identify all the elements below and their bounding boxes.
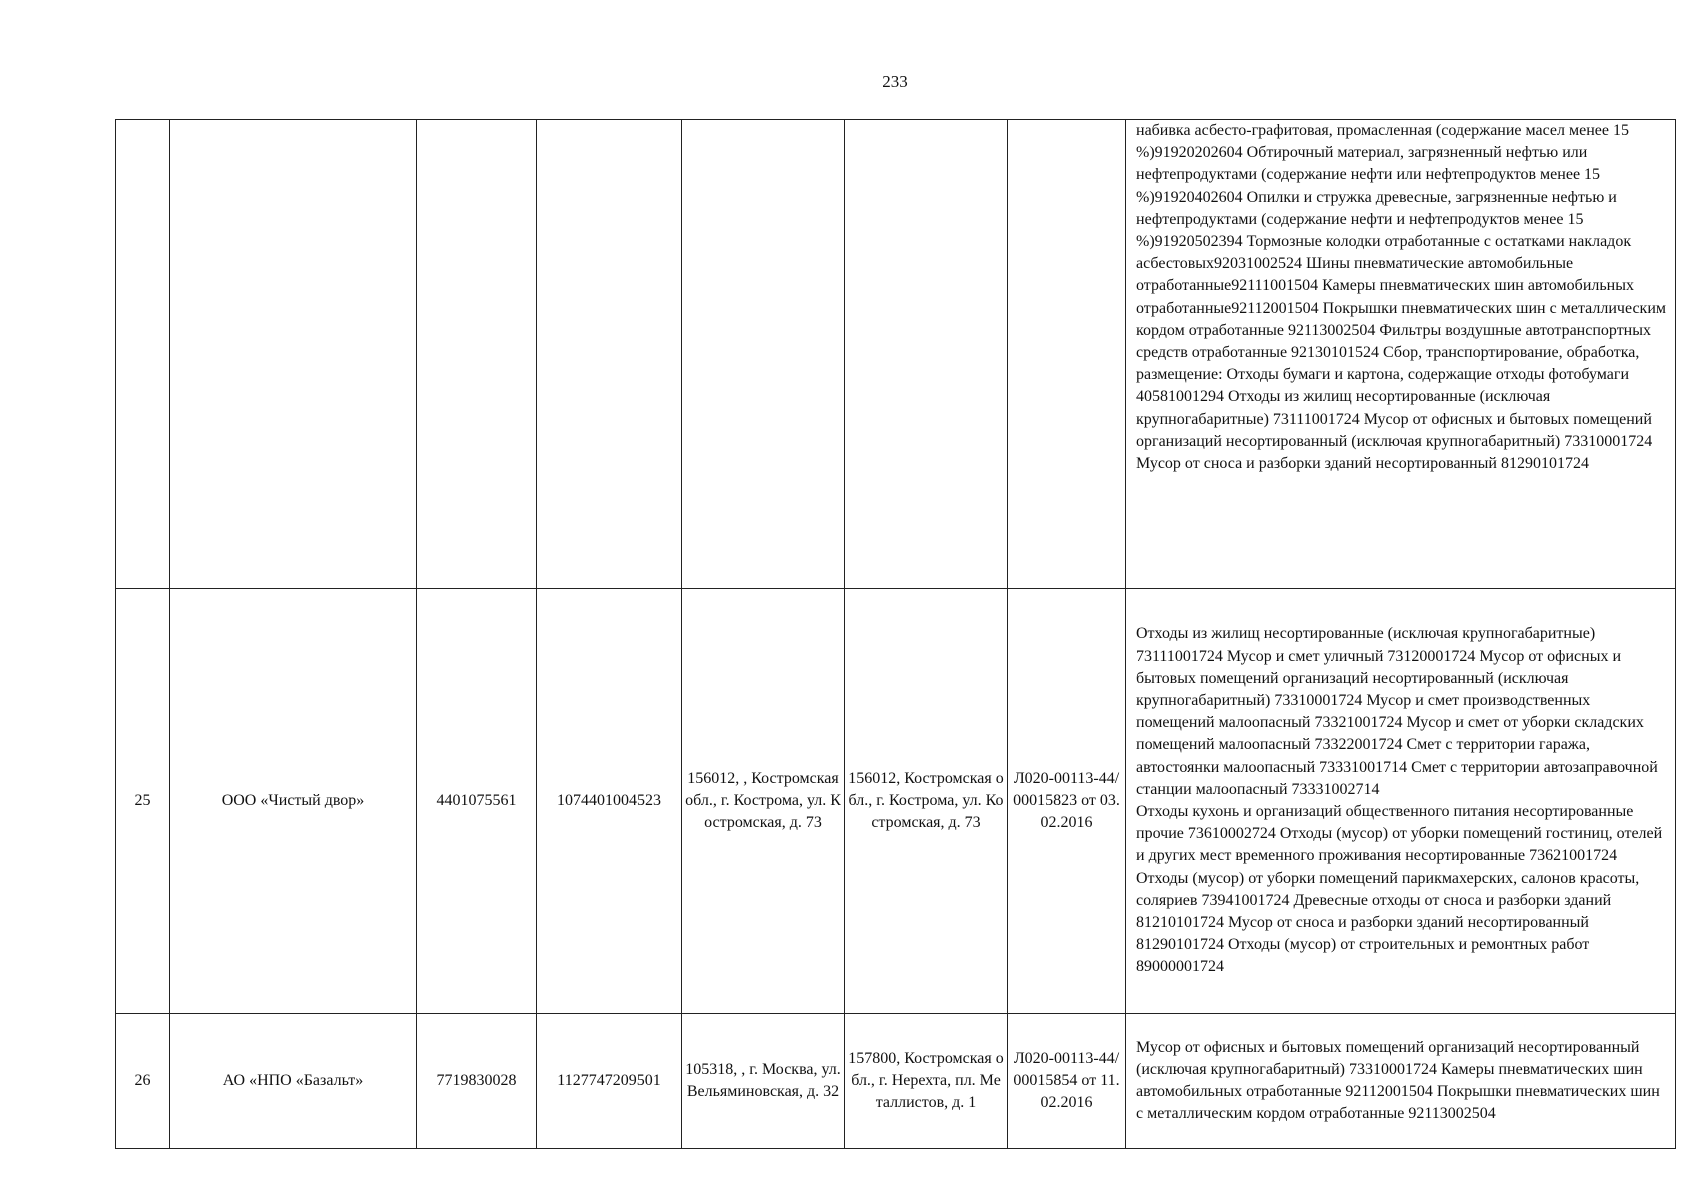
- waste-types-cell: набивка асбесто-графитовая, промасленная (содержание масел менее 15 %)91920202604 Обтирочный материал, загрязненный нефтью или нефтепродуктами (содержание нефти или нефтепродуктов менее 15 %)91920402604 Опилки и стружка древесные, загрязненные нефтью и нефтепродуктами (содержание нефти и нефтепродуктов менее 15 %)91920502394 Тормозные колодки отработанные с остатками накладок асбестовых92031002524 Шины пневматические автомобильные отработанные92111001504 Камеры пневматических шин автомобильных отработанные92112001504 Покрышки пневматических шин с металлическим кордом отработанные 92113002504 Фильтры воздушные автотранспортных средств отработанные 92130101524 Сбор, транспортирование, обработка, размещение: Отходы бумаги и картона, содержащие отходы фотобумаги 40581001294 Отходы из жилищ несортированные (исключая крупногабаритные) 73111001724 Мусор от офисных и бытовых помещений организаций несортированный (исключая крупногабаритный) 73310001724 Мусор от сноса и разборки зданий несортированный 81290101724: [1126, 120, 1676, 589]
- ogrn-cell: 1074401004523: [537, 589, 682, 1014]
- organization-name-cell: АО «НПО «Базальт»: [170, 1014, 417, 1149]
- site-address-cell: 156012, Костромская обл., г. Кострома, ул. Костромская, д. 73: [845, 589, 1008, 1014]
- site-address-cell: [845, 120, 1008, 589]
- site-address-cell: 157800, Костромская обл., г. Нерехта, пл. Металлистов, д. 1: [845, 1014, 1008, 1149]
- inn-cell: [417, 120, 537, 589]
- waste-types-cell: Мусор от офисных и бытовых помещений организаций несортированный (исключая крупногабаритный) 73310001724 Камеры пневматических шин автомобильных отработанные 92112001504 Покрышки пневматических шин с металлическим кордом отработанные 92113002504: [1126, 1014, 1676, 1149]
- ogrn-cell: 1127747209501: [537, 1014, 682, 1149]
- license-cell: Л020-00113-44/00015854 от 11.02.2016: [1008, 1014, 1126, 1149]
- legal-address-cell: [682, 120, 845, 589]
- row-number-cell: 25: [116, 589, 170, 1014]
- license-cell: [1008, 120, 1126, 589]
- row-number-cell: 26: [116, 1014, 170, 1149]
- legal-address-cell: 105318, , г. Москва, ул. Вельяминовская, д. 32: [682, 1014, 845, 1149]
- organization-name-cell: ООО «Чистый двор»: [170, 589, 417, 1014]
- page-number: 233: [882, 72, 908, 91]
- table-row: [116, 1014, 1676, 1149]
- inn-cell: 7719830028: [417, 1014, 537, 1149]
- waste-types-cell: Отходы из жилищ несортированные (исключая крупногабаритные) 73111001724 Мусор и смет уличный 73120001724 Мусор от офисных и бытовых помещений организаций несортированный (исключая крупногабаритный) 73310001724 Мусор и смет производственных помещений малоопасный 73321001724 Мусор и смет от уборки складских помещений малоопасный 73322001724 Смет с территории гаража, автостоянки малоопасный 73331001714 Смет с территории автозаправочной станции малоопасный 73331002714 Отходы кухонь и организаций общественного питания несортированные прочие 73610002724 Отходы (мусор) от уборки помещений гостиниц, отелей и других мест временного проживания несортированные 73621001724 Отходы (мусор) от уборки помещений парикмахерских, салонов красоты, соляриев 73941001724 Древесные отходы от сноса и разборки зданий 81210101724 Мусор от сноса и разборки зданий несортированный 81290101724 Отходы (мусор) от строительных и ремонтных работ 89000001724: [1126, 589, 1676, 1014]
- license-register-table: [115, 119, 1676, 1149]
- organization-name-cell: [170, 120, 417, 589]
- license-cell: Л020-00113-44/00015823 от 03.02.2016: [1008, 589, 1126, 1014]
- legal-address-cell: 156012, , Костромская обл., г. Кострома, ул. Костромская, д. 73: [682, 589, 845, 1014]
- inn-cell: 4401075561: [417, 589, 537, 1014]
- table-row: [116, 589, 1676, 1014]
- ogrn-cell: [537, 120, 682, 589]
- table-row: [116, 120, 1676, 589]
- row-number-cell: [116, 120, 170, 589]
